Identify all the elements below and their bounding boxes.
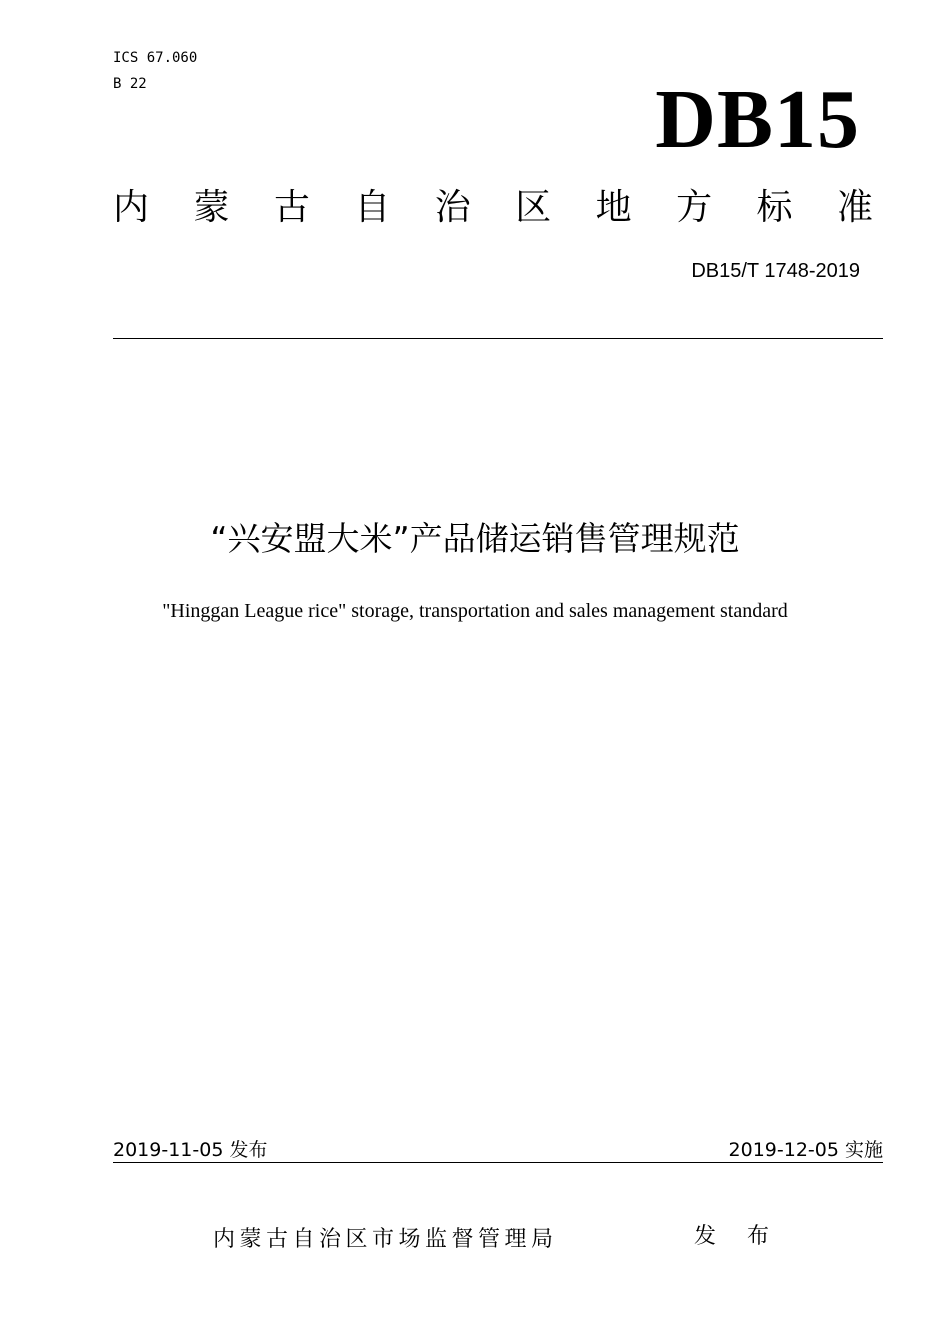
top-divider: [113, 338, 883, 339]
document-title-chinese: “兴安盟大米”产品储运销售管理规范: [210, 519, 740, 558]
document-title-english: "Hinggan League rice" storage, transportation and sales management standard: [162, 600, 788, 622]
publisher-name: 内蒙古自治区市场监督管理局: [213, 1227, 558, 1252]
standard-type-heading: 内蒙古自治区地方标准: [113, 187, 873, 228]
ccs-code: B 22: [113, 76, 147, 92]
issue-date: 2019-11-05 发布: [113, 1139, 268, 1161]
ics-code: ICS 67.060: [113, 50, 198, 66]
db15-logo: DB15: [655, 73, 860, 166]
standard-number: DB15/T 1748-2019: [691, 260, 860, 282]
bottom-divider: [113, 1162, 883, 1163]
publish-label: 发 布: [694, 1224, 781, 1249]
implementation-date: 2019-12-05 实施: [728, 1139, 883, 1161]
